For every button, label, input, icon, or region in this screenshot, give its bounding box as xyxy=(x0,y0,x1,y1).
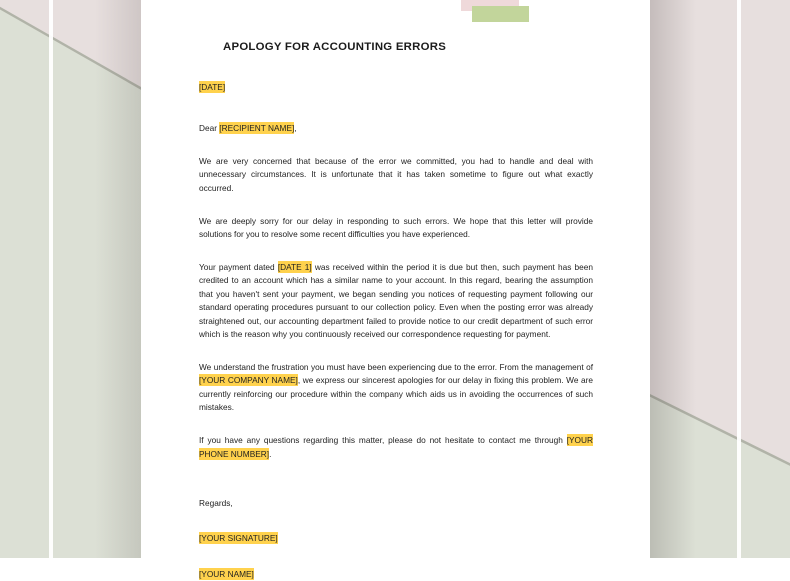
decorative-stripe-left xyxy=(49,0,53,558)
document-body xyxy=(199,40,593,581)
date-placeholder: [DATE] xyxy=(199,81,226,92)
paragraph-4 xyxy=(199,361,593,415)
paragraph-3 xyxy=(199,261,593,342)
paragraph-1: We are very concerned that because of the error we committed, you had to handle and deal with unnecessary circumstances. It is unfortunate that it has taken sometime to figure out what exactly occurred. xyxy=(199,155,593,193)
decorative-panel-right xyxy=(650,0,790,558)
spacer-before-name xyxy=(199,546,593,568)
spacer-before-closing xyxy=(199,475,593,497)
decorative-panel-left xyxy=(0,0,141,558)
paragraph-5 xyxy=(199,434,593,461)
name-placeholder: [YOUR NAME] xyxy=(199,568,254,579)
paragraph-4-text-before: We understand the frustration you must have been experiencing due to the error. From the management of xyxy=(199,362,593,373)
paragraph-3-text-after: was received within the period it is due but then, such payment has been credited to an account which has a similar name to your account. In this regard, bearing the assumption that you haven't sent your payment, we began sending you notices of requesting payment following our standard operating procedures pursuant to our collection policy. Even when the posting error was already straightened out, our accounting department failed to provide notice to our credit department of such error which is the reason why you continuously received our correspondence requesting for payment. xyxy=(199,261,594,340)
salutation-prefix: Dear xyxy=(199,122,220,133)
signature-placeholder: [YOUR SIGNATURE] xyxy=(199,533,278,544)
paragraph-5-text-before: If you have any questions regarding this matter, please do not hesitate to contact me through xyxy=(199,435,567,446)
signature-line xyxy=(199,532,593,545)
phone-number-placeholder: [YOUR PHONE NUMBER] xyxy=(199,435,593,459)
paragraph-2: We are deeply sorry for our delay in responding to such errors. We hope that this letter will provide solutions for you to resolve some recent difficulties you have experienced. xyxy=(199,215,593,239)
spacer-after-date xyxy=(199,108,593,122)
accent-rectangle-green xyxy=(472,6,529,22)
paragraph-4-text-after: , we express our sincerest apologies for our delay in fixing this problem. We are currently reinforcing our procedure within the company which aids us in avoiding the occurrences of such mistakes. xyxy=(199,375,593,413)
salutation-suffix: , xyxy=(294,122,297,133)
document-page xyxy=(141,0,650,579)
closing-line: Regards, xyxy=(199,497,233,508)
payment-date-placeholder: [DATE 1] xyxy=(277,261,312,272)
name-line xyxy=(199,568,593,581)
recipient-placeholder: [RECIPIENT NAME] xyxy=(219,122,295,133)
paragraph-5-text-after: . xyxy=(269,448,272,459)
panel-sage-fill-left xyxy=(0,0,141,558)
date-line xyxy=(199,81,593,94)
decorative-stripe-right xyxy=(737,0,741,558)
salutation-line xyxy=(199,122,593,135)
page-title: APOLOGY FOR ACCOUNTING ERRORS xyxy=(223,41,447,53)
company-name-placeholder: [YOUR COMPANY NAME] xyxy=(199,375,298,386)
spacer-before-signature xyxy=(199,510,593,532)
paragraph-3-text-before: Your payment dated xyxy=(199,261,278,272)
